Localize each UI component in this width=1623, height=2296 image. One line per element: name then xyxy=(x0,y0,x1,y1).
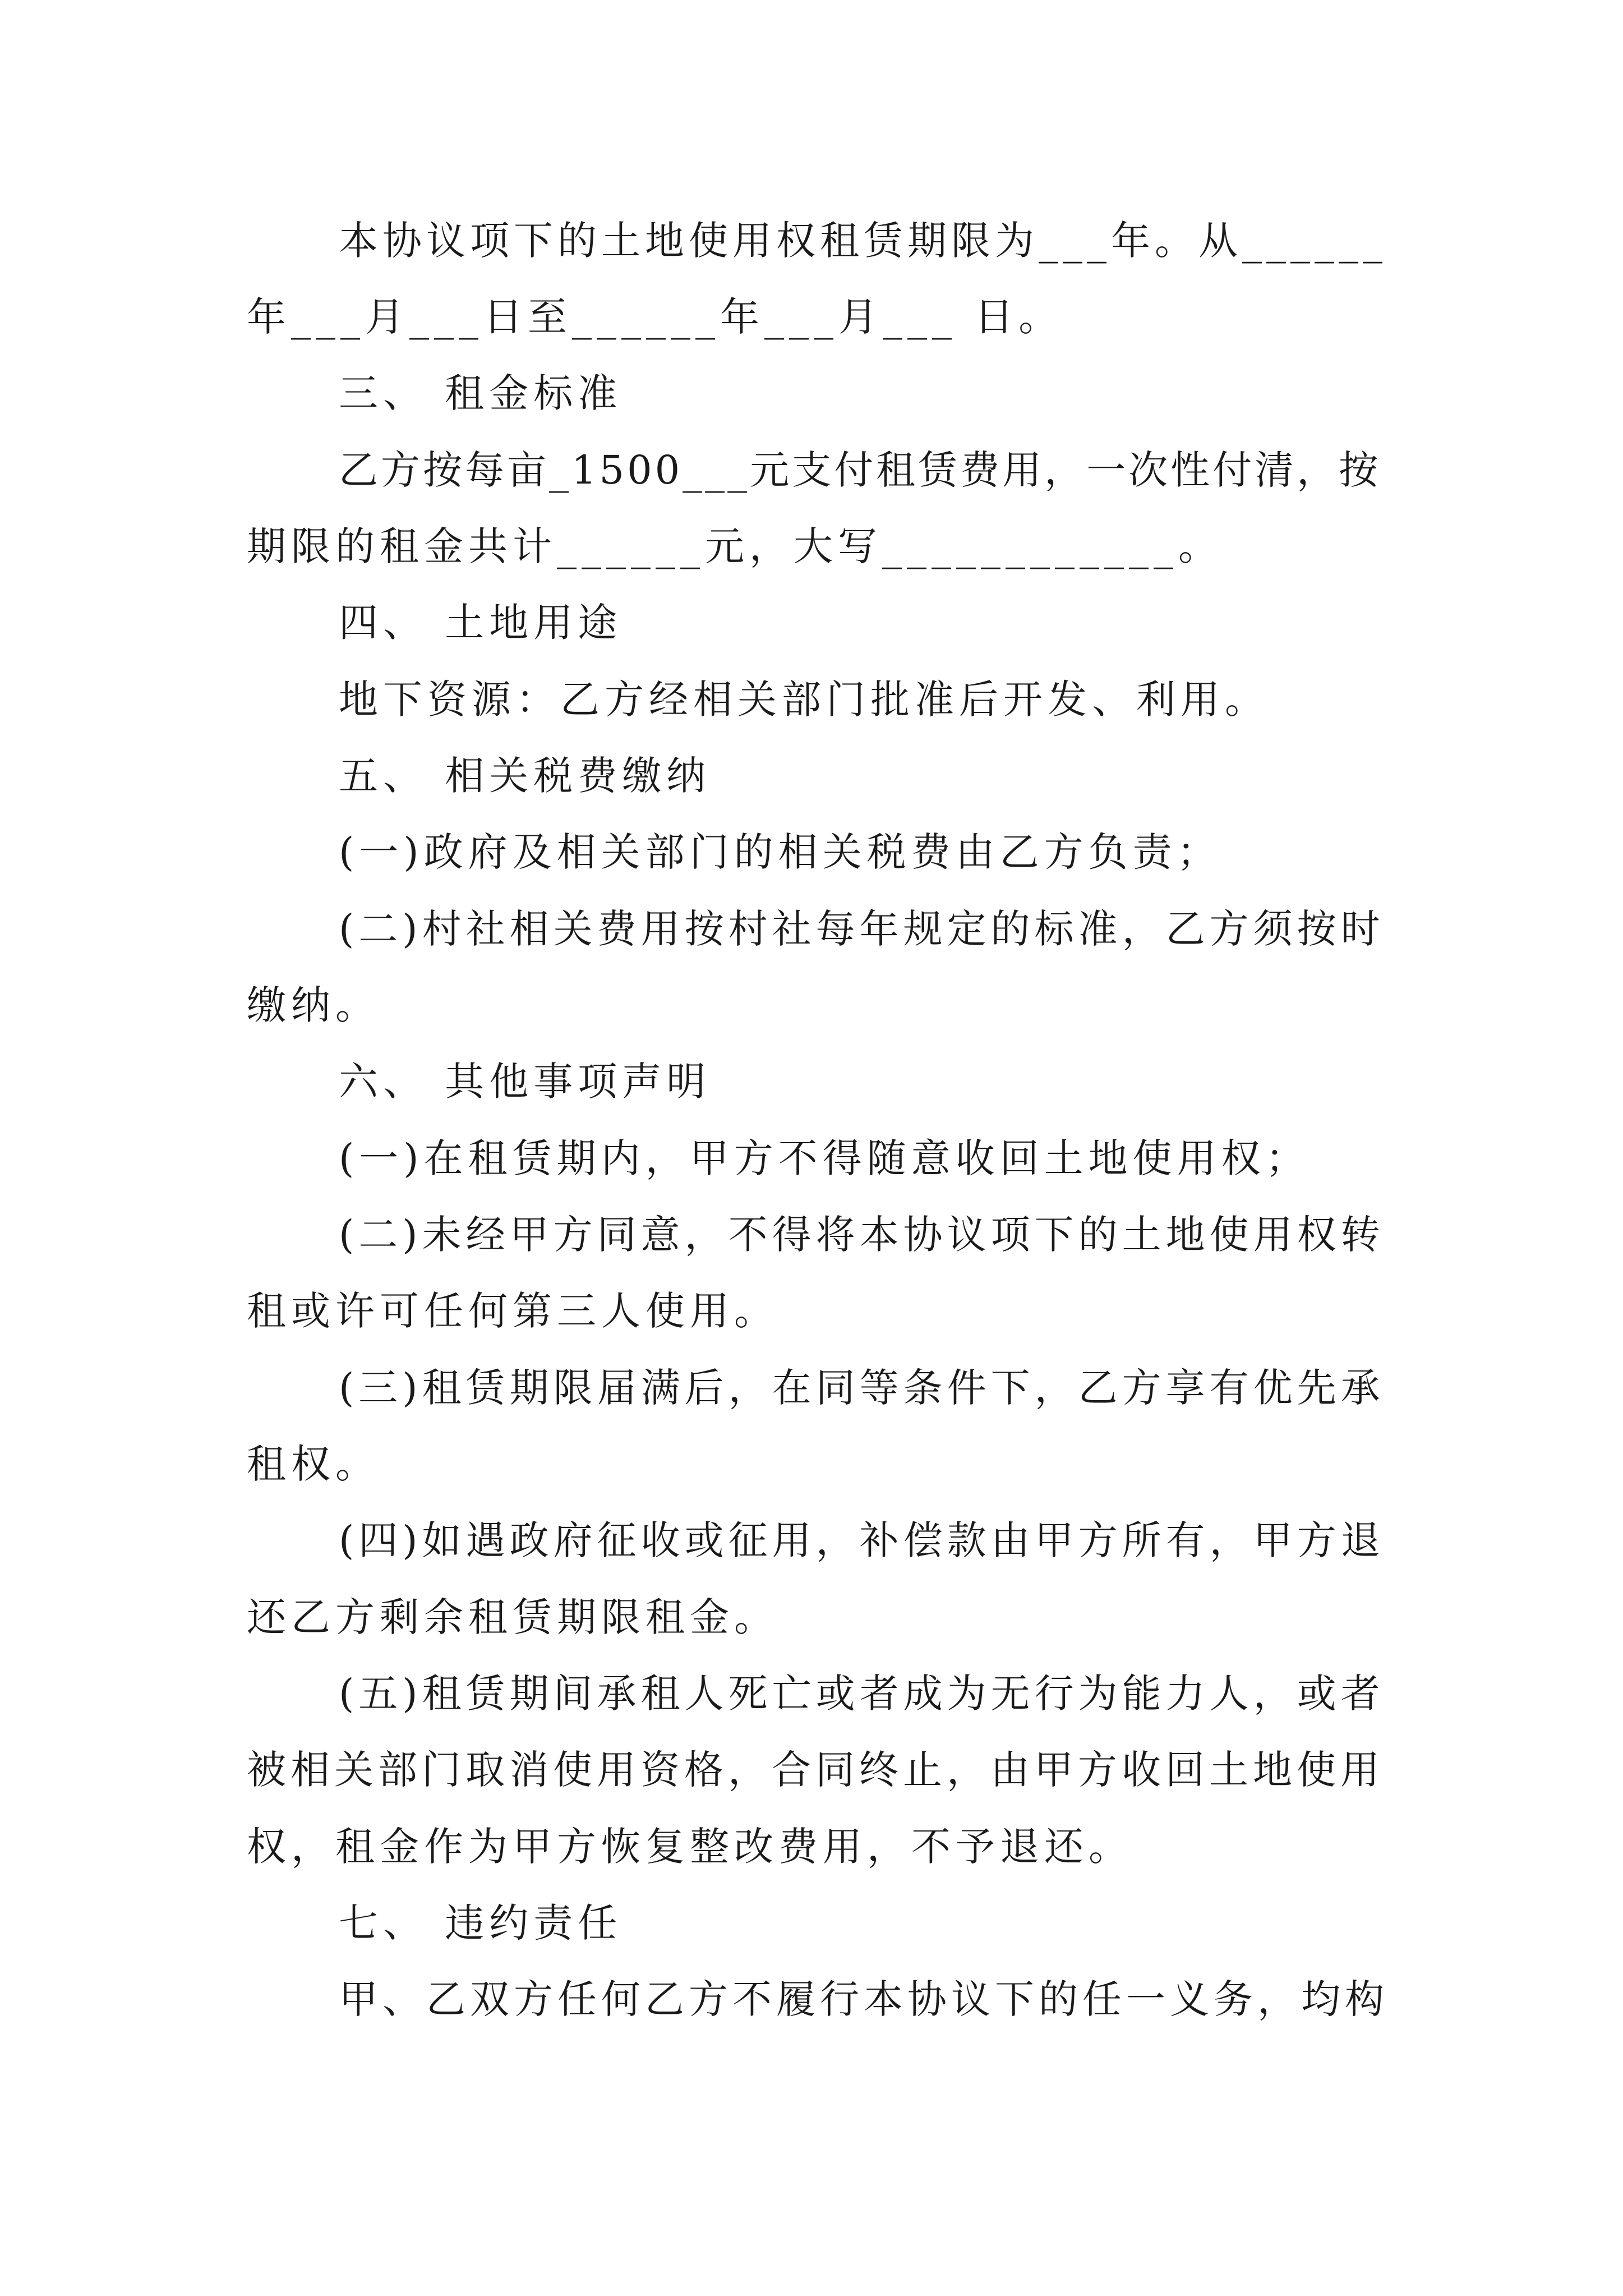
statement-item-5-end: 权，租金作为甲方恢复整改费用，不予退还。 xyxy=(247,1824,1133,1870)
statement-item-2-continued: 租或许可任何第三人使用。 xyxy=(247,1288,778,1334)
section-3-heading: 三、 租金标准 xyxy=(339,370,623,416)
rent-rate-line: 乙方按每亩_1500___元支付租赁费用，一次性付清，按 xyxy=(339,447,1381,493)
tax-item-2-continued: 缴纳。 xyxy=(247,982,380,1028)
statement-item-3: (三)租赁期限届满后，在同等条件下，乙方享有优先承 xyxy=(339,1365,1385,1411)
rent-total-line: 期限的租金共计______元，大写____________。 xyxy=(247,523,1223,569)
statement-item-1: (一)在租赁期内，甲方不得随意收回土地使用权； xyxy=(339,1135,1310,1181)
section-5-heading: 五、 相关税费缴纳 xyxy=(339,753,711,799)
tax-item-2: (二)村社相关费用按村社每年规定的标准，乙方须按时 xyxy=(339,906,1385,952)
tax-item-1: (一)政府及相关部门的相关税费由乙方负责； xyxy=(339,829,1221,875)
section-4-heading: 四、 土地用途 xyxy=(339,600,623,646)
statement-item-5-continued: 被相关部门取消使用资格，合同终止，由甲方收回土地使用 xyxy=(247,1747,1384,1793)
statement-item-2: (二)未经甲方同意，不得将本协议项下的土地使用权转 xyxy=(339,1212,1385,1258)
statement-item-3-continued: 租权。 xyxy=(247,1441,380,1487)
section-7-heading: 七、 违约责任 xyxy=(339,1900,623,1946)
statement-item-5: (五)租赁期间承租人死亡或者成为无行为能力人，或者 xyxy=(339,1671,1385,1717)
lease-term-line: 本协议项下的土地使用权租赁期限为___年。从______ xyxy=(339,218,1387,264)
land-use-line: 地下资源：乙方经相关部门批准后开发、利用。 xyxy=(339,677,1269,723)
section-6-heading: 六、 其他事项声明 xyxy=(339,1059,711,1105)
statement-item-4: (四)如遇政府征收或征用，补偿款由甲方所有，甲方退 xyxy=(339,1517,1385,1563)
statement-item-4-continued: 还乙方剩余租赁期限租金。 xyxy=(247,1594,778,1640)
lease-term-dates-line: 年___月___日至______年___月___ 日。 xyxy=(247,294,1063,340)
breach-liability-line: 甲、乙双方任何乙方不履行本协议下的任一义务，均构 xyxy=(339,1976,1389,2022)
